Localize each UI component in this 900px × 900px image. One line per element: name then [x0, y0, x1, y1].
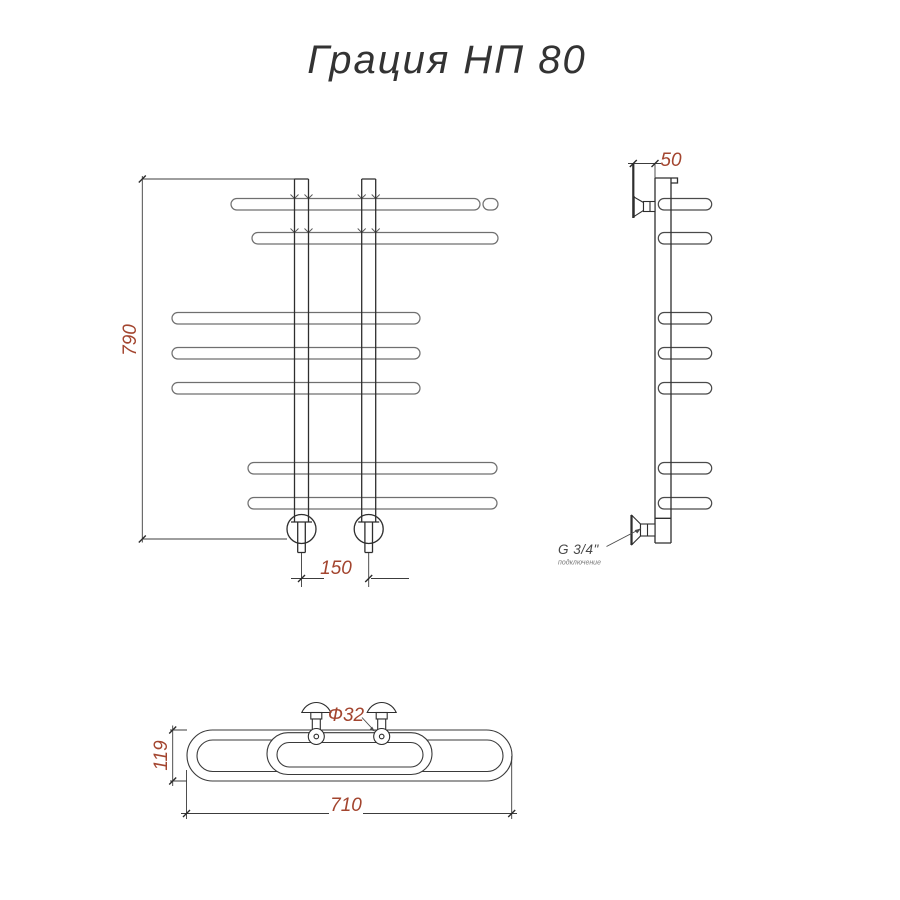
- towel-bar: [172, 313, 420, 325]
- towel-bar-side: [658, 313, 711, 325]
- left-connection-union: [287, 515, 316, 544]
- mounting-bracket-left: [302, 703, 331, 730]
- towel-bar: [252, 233, 498, 245]
- towel-bar: [172, 348, 420, 360]
- towel-bar-end-cap: [483, 199, 498, 211]
- mounting-bracket-right: [367, 703, 396, 730]
- front-towel-bars: [172, 199, 498, 510]
- wall-offset-label: 50: [660, 150, 682, 171]
- spacing-dimension-label: 150: [320, 558, 352, 579]
- towel-bar: [248, 498, 497, 510]
- drawing-title: Грация НП 80: [307, 38, 587, 82]
- wall-bracket: [634, 196, 655, 218]
- depth-dimension-label: 119: [151, 740, 172, 771]
- towel-bar: [172, 383, 420, 395]
- bottom-view: [151, 703, 517, 820]
- middle-tube-ring-inner-edge: [277, 743, 423, 768]
- riser-pipes: [287, 179, 383, 553]
- diameter-label: Ф32: [327, 705, 365, 726]
- side-view: [558, 150, 712, 567]
- towel-bar-side: [658, 383, 711, 395]
- towel-bar: [248, 463, 497, 475]
- right-connection-union: [354, 515, 383, 544]
- towel-bar-side: [658, 463, 711, 475]
- thread-callout: [558, 529, 641, 567]
- width-dimension-label: 710: [330, 795, 362, 816]
- towel-bar-side: [658, 233, 711, 245]
- towel-bar-side: [658, 348, 711, 360]
- dimension-connection-spacing: [291, 553, 409, 587]
- thread-note-label: подключение: [558, 559, 601, 567]
- front-view: [120, 176, 498, 588]
- height-dimension-label: 790: [120, 324, 141, 356]
- dimension-wall-offset: [628, 150, 682, 178]
- towel-bar-side: [658, 199, 711, 211]
- dimension-depth: [151, 726, 187, 787]
- towel-bar-side: [658, 498, 711, 510]
- diameter-callout: [328, 705, 375, 731]
- towel-bar: [231, 199, 480, 211]
- thread-size-label: G 3/4": [558, 542, 599, 557]
- side-towel-bars: [658, 199, 711, 510]
- tube-rings: [187, 730, 512, 781]
- weld-fillets: [291, 195, 380, 233]
